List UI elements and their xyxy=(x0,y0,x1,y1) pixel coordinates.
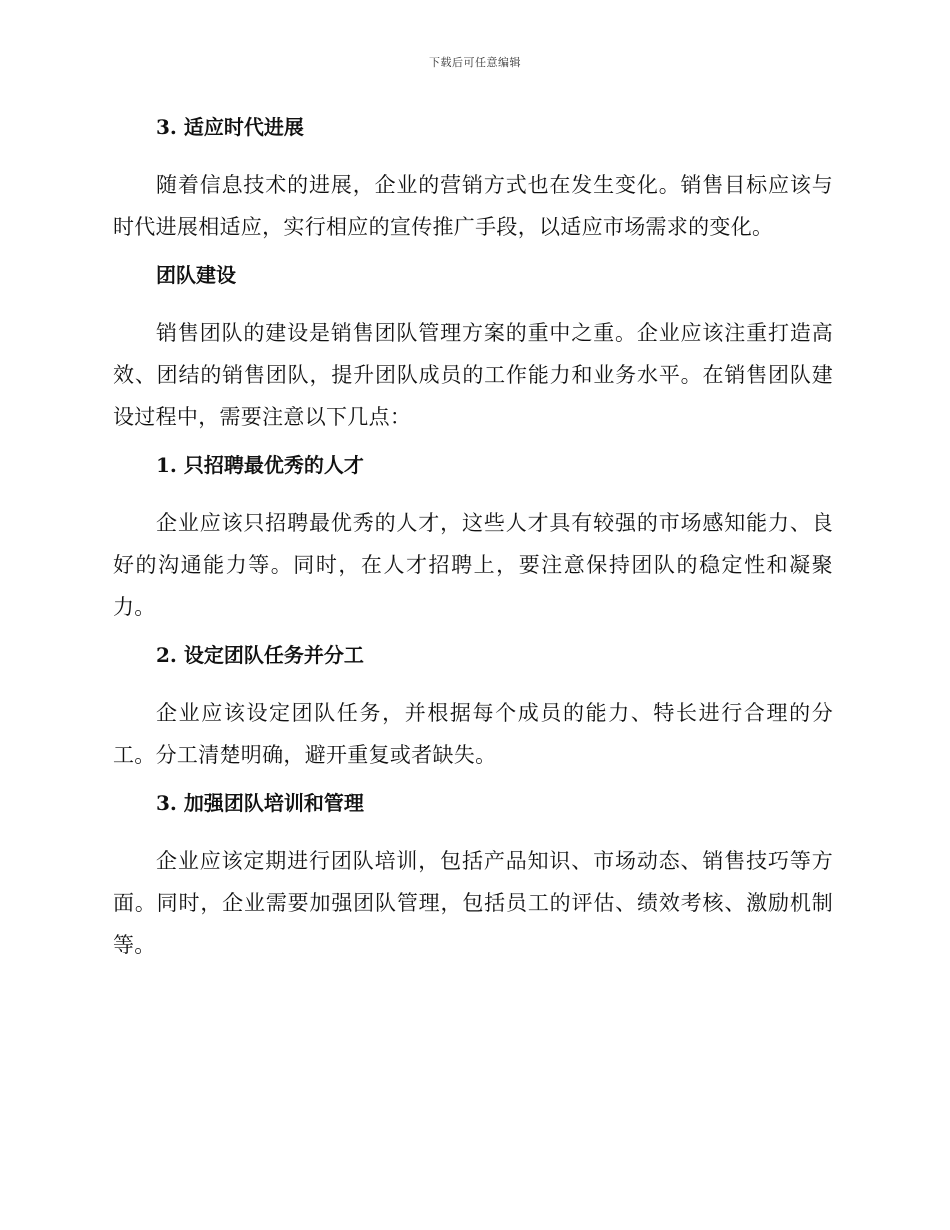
section-heading-team-tasks: 2. 设定团队任务并分工 xyxy=(156,643,364,667)
paragraph-adapt-era: 随着信息技术的进展，企业的营销方式也在发生变化。销售目标应该与时代进展相适应，实行相应的宣传推广手段，以适应市场需求的变化。 xyxy=(113,173,833,239)
paragraph-team-tasks: 企业应该设定团队任务，并根据每个成员的能力、特长进行合理的分工。分工清楚明确，避开重复或者缺失。 xyxy=(113,701,833,767)
section-heading-team-building: 团队建设 xyxy=(156,263,236,287)
section-heading-recruit-talent: 1. 只招聘最优秀的人才 xyxy=(156,453,364,477)
page-header: 下载后可任意编辑 xyxy=(429,56,521,69)
paragraph-team-building: 销售团队的建设是销售团队管理方案的重中之重。企业应该注重打造高效、团结的销售团队，提升团队成员的工作能力和业务水平。在销售团队建设过程中，需要注意以下几点： xyxy=(113,321,833,429)
section-heading-adapt-era: 3. 适应时代进展 xyxy=(156,115,304,139)
paragraph-training: 企业应该定期进行团队培训，包括产品知识、市场动态、销售技巧等方面。同时，企业需要加强团队管理，包括员工的评估、绩效考核、激励机制等。 xyxy=(113,849,833,957)
document-body xyxy=(113,112,833,978)
section-heading-training: 3. 加强团队培训和管理 xyxy=(156,791,364,815)
paragraph-recruit-talent: 企业应该只招聘最优秀的人才，这些人才具有较强的市场感知能力、良好的沟通能力等。同时，在人才招聘上，要注意保持团队的稳定性和凝聚力。 xyxy=(113,511,833,619)
